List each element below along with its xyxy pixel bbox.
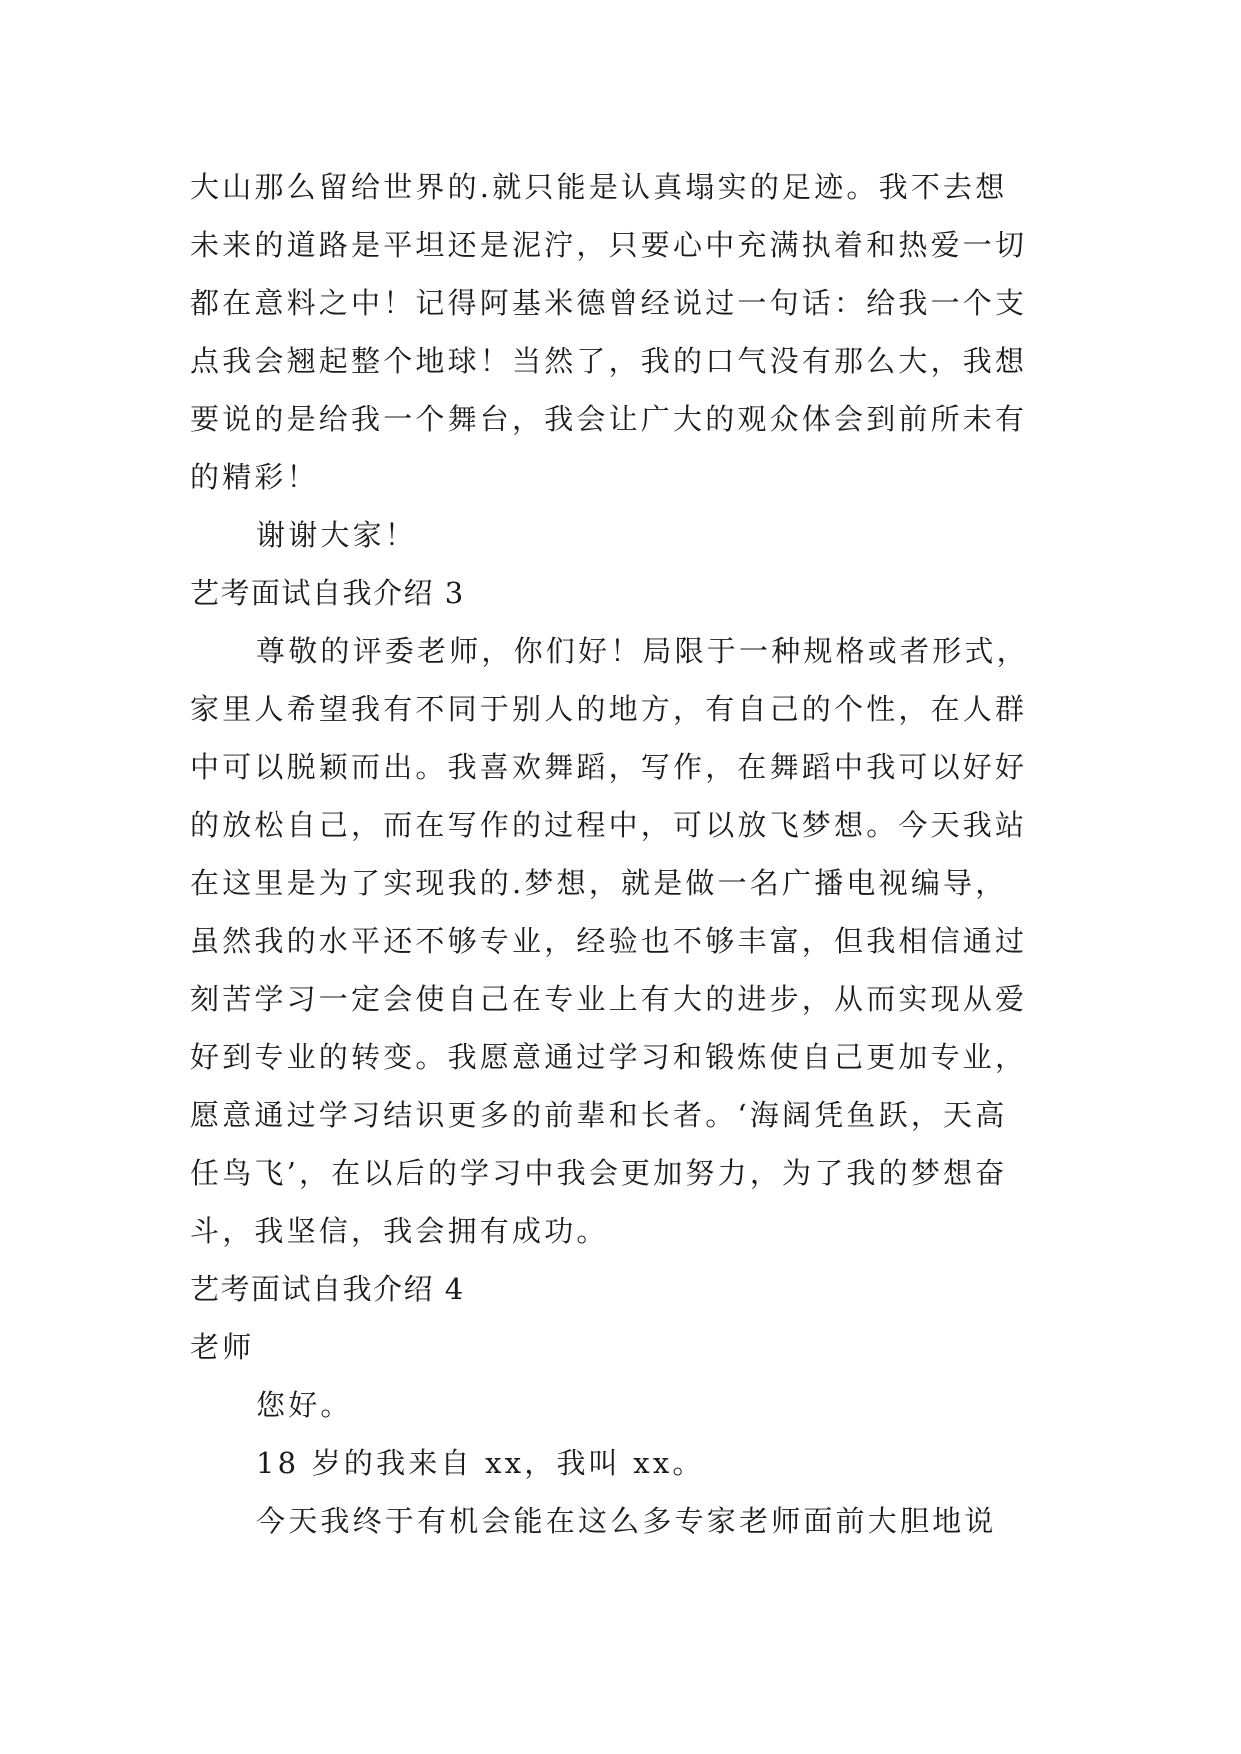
paragraph-line: 大山那么留给世界的.就只能是认真塌实的足迹。我不去想 [190, 170, 1008, 204]
paragraph-line: 未来的道路是平坦还是泥泞，只要心中充满执着和热爱一切 [190, 228, 1028, 262]
paragraph-line: 虽然我的水平还不够专业，经验也不够丰富，但我相信通过 [190, 924, 1028, 958]
paragraph-line: 点我会翘起整个地球！当然了，我的口气没有那么大，我想 [190, 344, 1028, 378]
section-3-body [190, 622, 1090, 1260]
section-4-heading: 艺考面试自我介绍 4 [190, 1272, 465, 1306]
paragraph-line: 的精彩！ [190, 460, 319, 494]
salutation: 老师 [190, 1330, 255, 1364]
paragraph-line: 好到专业的转变。我愿意通过学习和锻炼使自己更加专业， [190, 1040, 1028, 1074]
section-2-tail [190, 158, 1090, 506]
greeting: 您好。 [256, 1388, 353, 1422]
paragraph-line: 都在意料之中！记得阿基米德曾经说过一句话：给我一个支 [190, 286, 1028, 320]
paragraph-line: 的放松自己，而在写作的过程中，可以放飞梦想。今天我站 [190, 808, 1028, 842]
paragraph-line: 在这里是为了实现我的.梦想，就是做一名广播电视编导， [190, 866, 1008, 900]
paragraph-line: 家里人希望我有不同于别人的地方，有自己的个性，在人群 [190, 692, 1028, 726]
paragraph-line: 尊敬的评委老师，你们好！局限于一种规格或者形式， [256, 634, 1029, 668]
intro-line: 18 岁的我来自 xx，我叫 xx。 [256, 1446, 705, 1480]
paragraph-line: 斗，我坚信，我会拥有成功。 [190, 1214, 609, 1248]
paragraph-line: 要说的是给我一个舞台，我会让广大的观众体会到前所未有 [190, 402, 1028, 436]
paragraph-line: 中可以脱颖而出。我喜欢舞蹈，写作，在舞蹈中我可以好好 [190, 750, 1028, 784]
paragraph-line: 今天我终于有机会能在这么多专家老师面前大胆地说 [256, 1504, 997, 1538]
paragraph-line: 任鸟飞’，在以后的学习中我会更加努力，为了我的梦想奋 [190, 1156, 1008, 1190]
closing-thanks: 谢谢大家！ [256, 518, 418, 552]
document-body [190, 158, 1090, 1550]
section-3-heading: 艺考面试自我介绍 3 [190, 576, 465, 610]
paragraph-line: 刻苦学习一定会使自己在专业上有大的进步，从而实现从爱 [190, 982, 1028, 1016]
paragraph-line: 愿意通过学习结识更多的前辈和长者。‘海阔凭鱼跃，天高 [190, 1098, 1008, 1132]
